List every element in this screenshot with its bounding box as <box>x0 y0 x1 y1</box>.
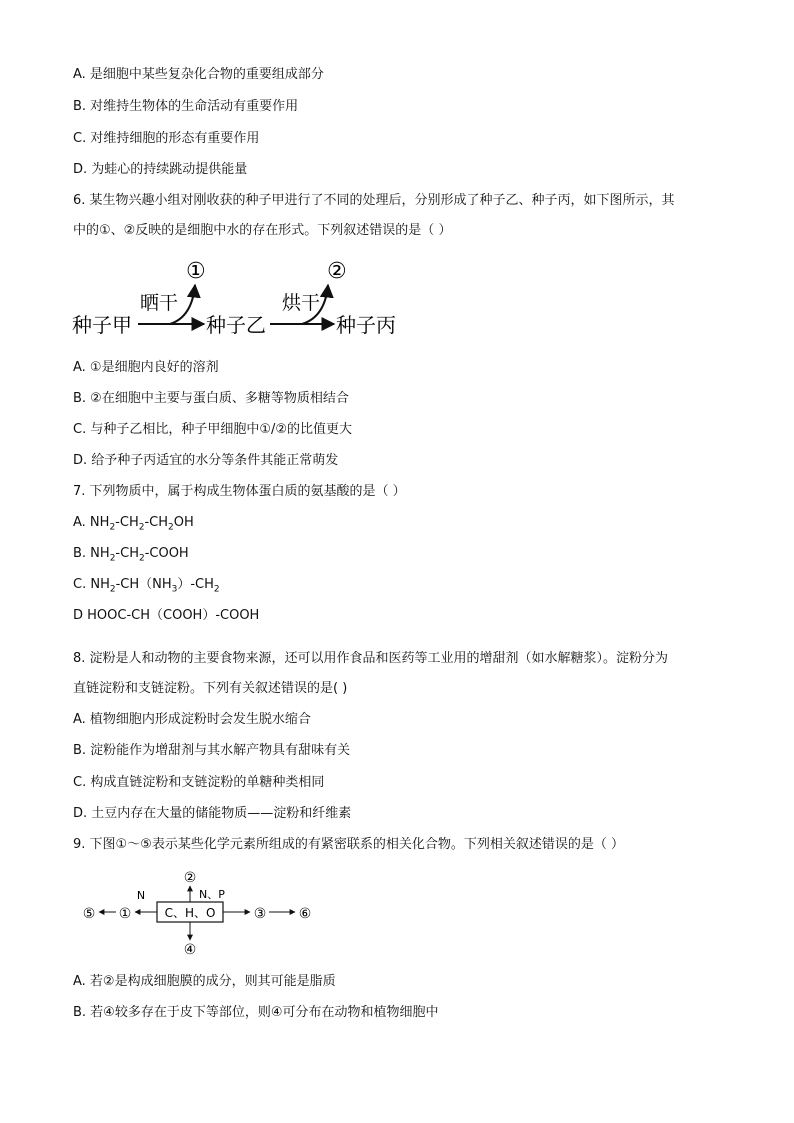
q9-compound-diagram <box>75 862 325 962</box>
q9-node-1: ① <box>118 906 132 922</box>
q9-node-5: ⑤ <box>82 906 96 922</box>
q8-stem-line1: 8. 淀粉是人和动物的主要食物来源，还可以用作食品和医药等工业用的增甜剂（如水解糖浆）。淀粉分为 <box>73 651 669 666</box>
q9-node-6: ⑥ <box>298 906 312 922</box>
q6-seed-b-label: 种子乙 <box>206 313 266 337</box>
q6-seed-c-label: 种子丙 <box>336 313 396 337</box>
q6-process-2: 烘干 <box>282 292 321 314</box>
q8-stem-line2: 直链淀粉和支链淀粉。下列有关叙述错误的是( ) <box>73 681 348 696</box>
q7-stem: 7. 下列物质中，属于构成生物体蛋白质的氨基酸的是（ ） <box>73 484 406 499</box>
q9-center-label: C、H、O <box>164 906 216 920</box>
q6-option-b: B. ②在细胞中主要与蛋白质、多糖等物质相结合 <box>73 391 349 406</box>
q9-element-n: N <box>136 889 146 902</box>
q8-option-d: D. 土豆内存在大量的储能物质——淀粉和纤维素 <box>73 806 352 821</box>
q5-option-c: C. 对维持细胞的形态有重要作用 <box>73 131 260 146</box>
q6-process-1: 晒干 <box>140 292 179 314</box>
q7-option-a: A. $NH_2-CH_2-CH_2OH$ <box>73 515 194 533</box>
q9-option-a: A. 若②是构成细胞膜的成分，则其可能是脂质 <box>73 974 336 989</box>
q7-option-c: C. $NH_2-CH(NH_3)-CH_2$ <box>73 577 220 595</box>
q9-element-np: N、P <box>199 888 225 901</box>
q7-option-b: B. $NH_2-CH_2$-COOH <box>73 546 189 564</box>
q6-option-d: D. 给予种子丙适宜的水分等条件其能正常萌发 <box>73 453 339 468</box>
q6-option-c: C. 与种子乙相比，种子甲细胞中①/②的比值更大 <box>73 422 353 437</box>
q8-option-a: A. 植物细胞内形成淀粉时会发生脱水缩合 <box>73 712 311 727</box>
q7-option-d: D HOOC-CH（COOH）-COOH <box>73 608 260 623</box>
q5-option-a: A. 是细胞中某些复杂化合物的重要组成部分 <box>73 67 324 82</box>
q9-stem: 9. 下图①～⑤表示某些化学元素所组成的有紧密联系的相关化合物。下列相关叙述错误的是（ ） <box>73 837 624 852</box>
q6-seed-diagram <box>70 255 410 345</box>
q9-node-3: ③ <box>253 906 267 922</box>
q6-label-2: ② <box>327 259 347 284</box>
q9-node-2: ② <box>183 870 197 886</box>
q6-option-a: A. ①是细胞内良好的溶剂 <box>73 360 219 375</box>
q6-stem-line2: 中的①、②反映的是细胞中水的存在形式。下列叙述错误的是（ ） <box>73 223 452 238</box>
q6-label-1: ① <box>186 259 206 284</box>
q9-option-b: B. 若④较多存在于皮下等部位，则④可分布在动物和植物细胞中 <box>73 1005 439 1020</box>
q6-seed-a-label: 种子甲 <box>72 313 132 337</box>
q8-option-c: C. 构成直链淀粉和支链淀粉的单糖种类相同 <box>73 775 325 790</box>
q5-option-d: D. 为蛙心的持续跳动提供能量 <box>73 162 248 177</box>
q9-node-4: ④ <box>183 942 197 958</box>
q8-option-b: B. 淀粉能作为增甜剂与其水解产物具有甜味有关 <box>73 743 351 758</box>
q5-option-b: B. 对维持生物体的生命活动有重要作用 <box>73 99 299 114</box>
q6-stem-line1: 6. 某生物兴趣小组对刚收获的种子甲进行了不同的处理后，分别形成了种子乙、种子丙，如下图所示，其 <box>73 193 675 208</box>
